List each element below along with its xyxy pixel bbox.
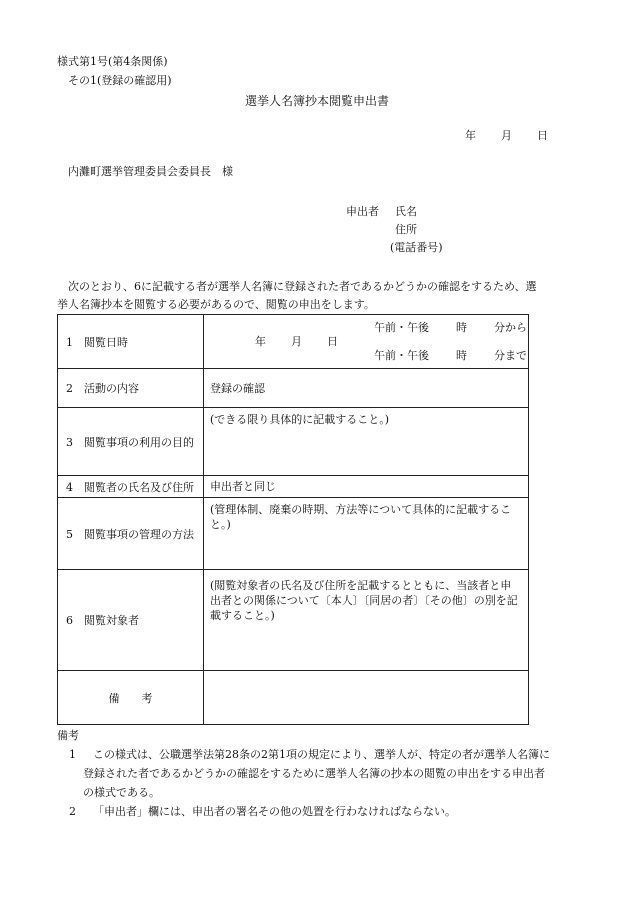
table-row [58, 315, 529, 369]
row-label: 閲覧日時 [84, 335, 128, 349]
note-number: 1 [69, 748, 76, 761]
row-label-cell [58, 315, 204, 369]
datetime-month: 月 [291, 335, 302, 348]
purpose-cell[interactable] [204, 408, 529, 476]
row-label-cell [58, 570, 204, 671]
note-line: 「申出者」欄には、申出者の署名その他の処置を行わなければならない。 [93, 805, 456, 818]
row-label: 閲覧対象者 [84, 614, 139, 627]
row-label-cell [58, 408, 204, 476]
form-sub-number: その1(登録の確認用) [68, 74, 172, 87]
date-month: 月 [501, 129, 512, 142]
row-number: 5 [66, 527, 73, 541]
table-row [58, 671, 529, 725]
row-number: 4 [66, 480, 73, 494]
row-instruction: (閲覧対象者の氏名及び住所を記載するとともに、当該者と申出者との関係について〔本人〕〔同居の者〕〔その他〕の別を記載すること。) [210, 579, 518, 622]
table-row [58, 498, 529, 570]
note-line: の様式である。 [83, 786, 160, 799]
applicant-label: 申出者 [346, 205, 379, 218]
remarks-label: 備 考 [108, 691, 153, 705]
row-label: 閲覧事項の利用の目的 [84, 435, 194, 449]
note-number: 2 [69, 805, 76, 818]
applicant-address-label: 住所 [395, 223, 417, 236]
row-value: 登録の確認 [210, 381, 265, 395]
datetime-day: 日 [327, 335, 338, 348]
table-row [58, 408, 529, 476]
row-number: 3 [66, 435, 73, 449]
note-item [57, 802, 577, 821]
applicant-name-label: 氏名 [395, 205, 417, 218]
row-number: 6 [66, 614, 73, 627]
from-minute: 分から [494, 321, 527, 334]
row-number: 1 [66, 335, 73, 349]
intro-line-1: 次のとおり、6に記載する者が選挙人名簿に登録された者であるかどうかの確認をするため、選 [68, 280, 537, 293]
row-label-cell [58, 498, 204, 570]
row-label: 閲覧者の氏名及び住所 [84, 480, 194, 494]
activity-cell[interactable] [204, 369, 529, 408]
note-line: 登録された者であるかどうかの確認をするために選挙人名簿の抄本の閲覧の申出をする申出者 [83, 767, 545, 780]
row-label-cell [58, 476, 204, 498]
remarks-label-cell [58, 671, 204, 725]
application-table [57, 314, 529, 725]
to-minute: 分まで [494, 349, 527, 362]
to-hour: 時 [456, 349, 467, 362]
note-line: この様式は、公職選挙法第28条の2第1項の規定により、選挙人が、特定の者が選挙人名簿に [93, 748, 550, 761]
table-row [58, 476, 529, 498]
notes-section [57, 726, 577, 821]
to-ampm: 午前・午後 [374, 349, 429, 362]
document-title: 選挙人名簿抄本閲覧申出書 [245, 94, 390, 108]
notes-heading: 備考 [57, 729, 79, 742]
addressee: 内灘町選挙管理委員会委員長 様 [68, 165, 233, 178]
form-number: 様式第1号(第4条関係) [57, 55, 168, 68]
datetime-year: 年 [255, 335, 266, 348]
row-value: 申出者と同じ [210, 480, 276, 493]
applicant-phone-label: (電話番号) [390, 241, 443, 254]
from-ampm: 午前・午後 [374, 321, 429, 334]
table-row [58, 570, 529, 671]
row-instruction: (できる限り具体的に記載すること。) [210, 413, 390, 426]
intro-line-2: 挙人名簿抄本を閲覧する必要があるので、閲覧の申出をします。 [57, 298, 375, 311]
row-instruction: (管理体制、廃棄の時期、方法等について具体的に記載すること。) [210, 503, 512, 531]
from-hour: 時 [456, 321, 467, 334]
row-number: 2 [66, 382, 73, 395]
date-day: 日 [537, 129, 548, 142]
viewer-cell[interactable] [204, 476, 529, 498]
datetime-cell[interactable] [204, 315, 529, 369]
table-row [58, 369, 529, 408]
target-person-cell[interactable] [204, 570, 529, 671]
date-year: 年 [465, 129, 476, 142]
remarks-cell[interactable] [204, 671, 529, 725]
row-label: 活動の内容 [84, 382, 139, 395]
row-label-cell [58, 369, 204, 408]
row-label: 閲覧事項の管理の方法 [84, 527, 194, 541]
management-cell[interactable] [204, 498, 529, 570]
note-item [57, 745, 577, 802]
